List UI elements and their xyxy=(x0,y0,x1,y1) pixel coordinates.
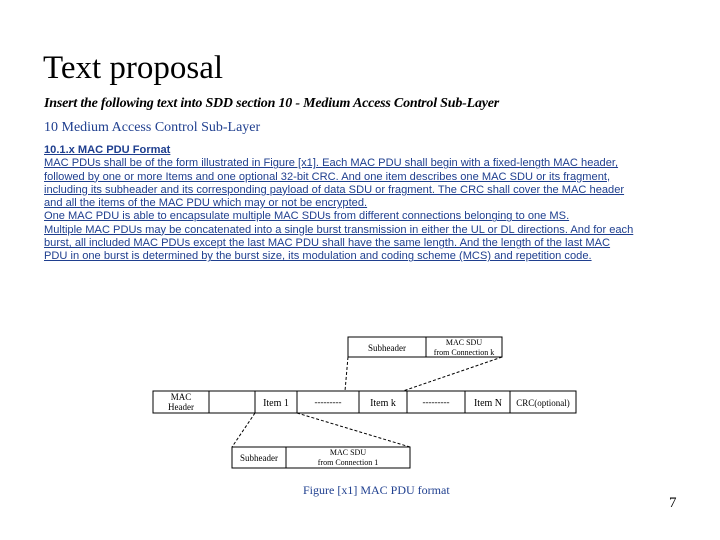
item-k-label: Item k xyxy=(370,398,396,409)
dashes-1: --------- xyxy=(314,397,342,407)
body-line: Multiple MAC PDUs may be concatenated into a single burst transmission in either the UL or DL directions. And for each xyxy=(44,223,634,236)
body-line: including its subheader and its corresponding payload of data SDU or fragment. The CRC shall cover the MAC header xyxy=(44,183,625,196)
body-line: MAC PDUs shall be of the form illustrated in Figure [x1]. Each MAC PDU shall begin with a fixed-length MAC header, xyxy=(44,157,619,170)
mac-header-label-1: MAC xyxy=(170,392,192,402)
page-number: 7 xyxy=(669,495,677,511)
top-subheader-label: Subheader xyxy=(368,343,406,353)
top-mac-sdu-block xyxy=(348,337,502,357)
instruction-text: Insert the following text into SDD section 10 - Medium Access Control Sub-Layer xyxy=(44,96,500,111)
top-connector-lines xyxy=(345,357,502,391)
body-line: One MAC PDU is able to encapsulate multiple MAC SDUs from different connections belonging to one MS. xyxy=(44,210,570,223)
subsection-heading: 10.1.x MAC PDU Format xyxy=(44,144,171,156)
mac-header-label-2: Header xyxy=(168,402,194,412)
top-sdu-label-1: MAC SDU xyxy=(445,338,483,347)
bottom-subheader-label: Subheader xyxy=(240,453,278,463)
bottom-connector-lines xyxy=(232,413,410,447)
mac-pdu-row xyxy=(153,391,576,413)
item-1-label: Item 1 xyxy=(263,398,289,409)
bottom-mac-sdu-block xyxy=(232,447,410,468)
body-line: followed by one or more Items and one optional 32-bit CRC. And one item describes one MAC SDU or its fragment, xyxy=(44,170,611,183)
section-heading: 10 Medium Access Control Sub-Layer xyxy=(44,120,261,135)
body-line: and all the items of the MAC PDU which may or not be encrypted. xyxy=(44,197,368,210)
item-n-label: Item N xyxy=(473,398,503,409)
bottom-sdu-label-1: MAC SDU xyxy=(329,448,367,457)
figure-caption: Figure [x1] MAC PDU format xyxy=(303,483,450,497)
bottom-sdu-label-2: from Connection 1 xyxy=(317,458,379,467)
dashes-2: --------- xyxy=(422,397,450,407)
crc-label: CRC(optional) xyxy=(516,398,570,408)
slide-title: Text proposal xyxy=(43,50,224,86)
body-line: burst, all included MAC PDUs except the last MAC PDU shall have the same length. And the length of the last MAC xyxy=(44,237,611,250)
top-sdu-label-2: from Connection k xyxy=(433,348,495,357)
body-line: PDU in one burst is determined by the burst size, its modulation and coding scheme (MCS) and repetition code. xyxy=(44,250,592,263)
